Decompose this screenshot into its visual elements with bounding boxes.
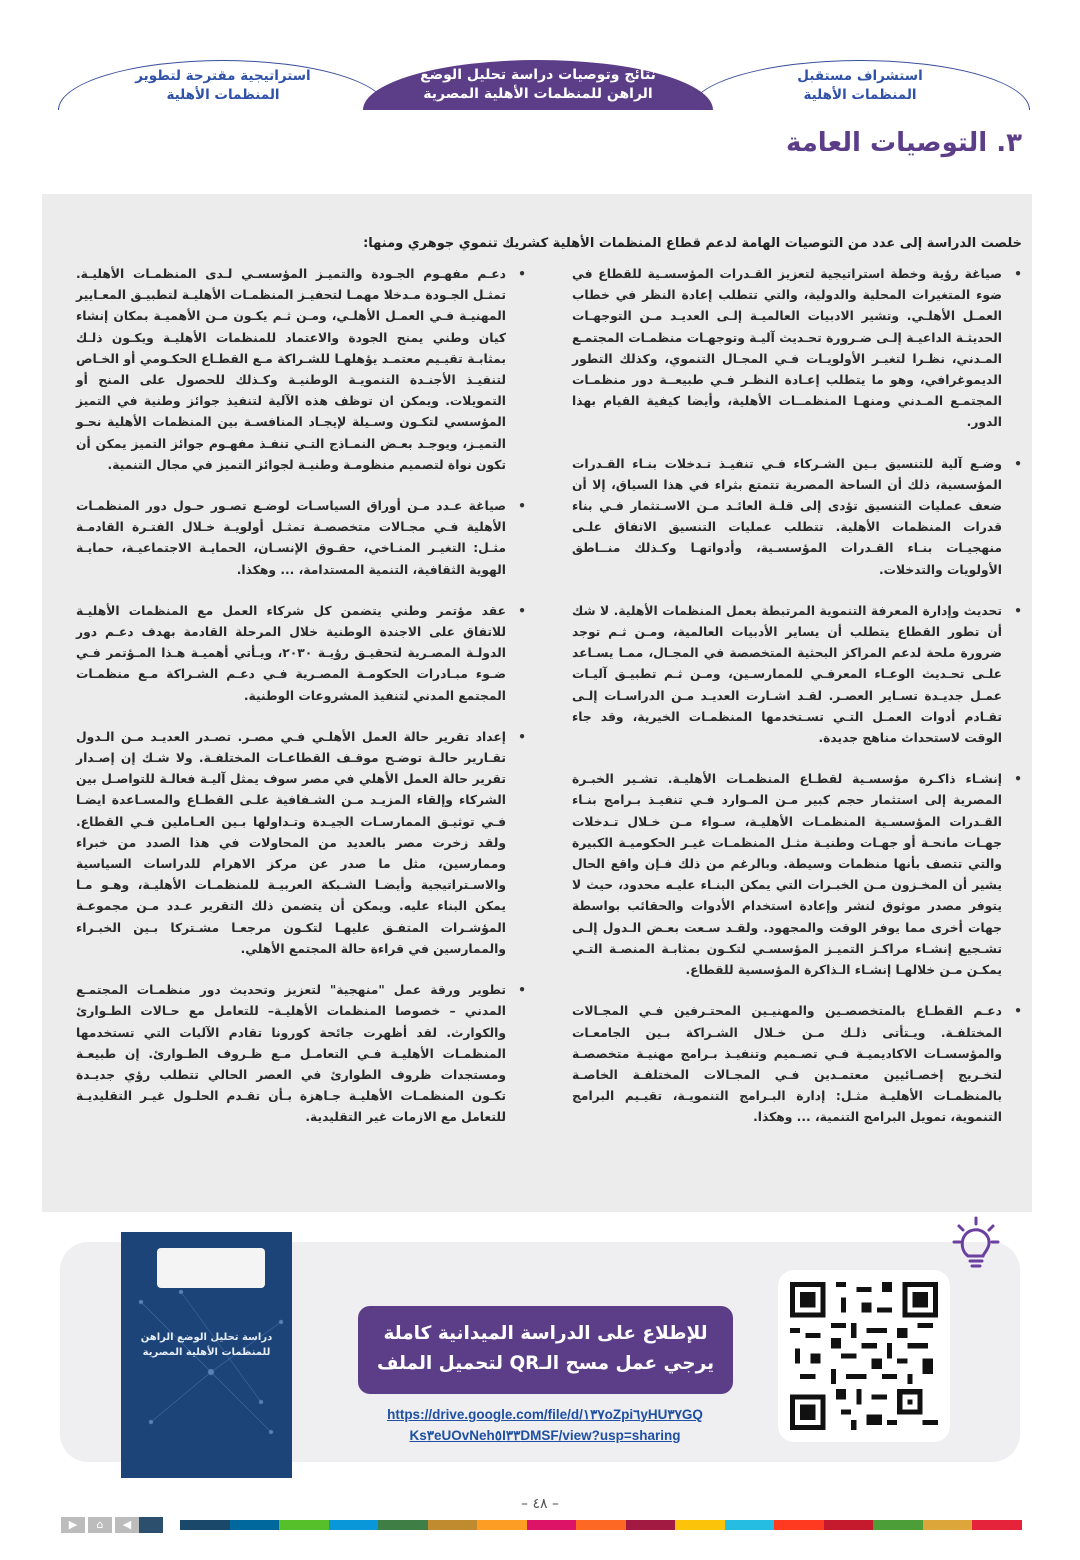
sdg-color-segment xyxy=(626,1520,676,1530)
sdg-color-segment xyxy=(329,1520,379,1530)
list-item: • عقد مؤتمر وطني يتضمن كل شركاء العمل مع المنظمات الأهليـة للاتفاق على الاجندة الوطنية خلال المرحلة القادمة بهدف دعـم دور الدولـة المصـرية لتحقيـق رؤيـة ٢٠٣٠، ويـأتي أهميـة هـذا المـؤتمر فـي ضـوء مبـادرات الحكومـة المصـرية فـي دعـم الشـراكة مـع منظمـات المجتمع المدني لتنفيذ المشروعات الوطنية. xyxy=(76,601,528,707)
sdg-color-segment xyxy=(873,1520,923,1530)
sdg-color-segment xyxy=(576,1520,626,1530)
list-item: • صياغة عـدد مـن أوراق السياسـات لوضـع تصـور حـول دور المنظمـات الأهلية فـي مجـالات متخصصـة تمثـل أولويـة خـلال الفتـرة القادمـة مثـل: التغيـر المنـاخي، حقـوق الإنسـان، الحمايـة الاجتماعيـة، حمايـة الهوية الثقافية، التنمية المستدامة، ... وهكذا. xyxy=(76,496,528,581)
sdg-color-segment xyxy=(675,1520,725,1530)
tab-proposed-strategy[interactable]: استراتيجية مقترحة لتطوير المنظمات الأهلية xyxy=(58,60,388,110)
list-item: • تطوير ورقة عمل "منهجية" لتعزيز وتحديث دور منظمـات المجتمـع المدني – خصوصا المنظمات الأهليـة– للتعامل مع حـالات الطـوارئ والكوارث. لقد أظهرت جائحة كورونا تقادم الآليات التي تستخدمها المنظمـات الأهليـة فـي التعامـل مـع ظـروف الطـوارئ. إن طبيعـة ومستجدات ظروف الطوارئ في العصر الحالي تتطلب رؤي جديـدة تكـون المنظمـات الأهليـة جـاهزة بـأن تقـدم الحلـول غيـر التقليديـة للتعامل مع الازمات غير التقليدية. xyxy=(76,980,528,1128)
download-banner: للإطلاع على الدراسة الميدانية كاملة يرجي عمل مسح الـQR لتحميل الملف xyxy=(358,1306,733,1394)
sdg-color-segment xyxy=(477,1520,527,1530)
list-item: • وضـع آلية للتنسيق بـين الشـركاء فـي تنفيـذ تـدخلات بنـاء القـدرات المؤسسية، ذلك أن الساحة المصرية تتمتع بثراء في هذا السياق، إلا أن ضعف عمليات التنسيق تؤدى إلى قلـة العائـد مـن الاسـتثمار فـي بناء قدرات المنظمات الأهلية. تتطلب عمليات التنسيق الاتفاق علـى منهجيـات بنـاء القـدرات المؤسسـية، وأدواتهـا وكـذلك منــاطق الأولويات والتدخلات. xyxy=(572,454,1024,581)
cover-logos xyxy=(157,1248,265,1288)
section-title: ٣. التوصيات العامة xyxy=(785,128,1022,158)
sdg-color-segment xyxy=(180,1520,230,1530)
header-tabs xyxy=(58,60,1030,110)
sdg-color-bar xyxy=(180,1520,1022,1530)
qr-code[interactable] xyxy=(778,1270,950,1442)
prev-page-icon[interactable]: ◀ xyxy=(115,1517,139,1533)
cover-title: دراسة تحليل الوضع الراهن للمنظمات الأهلية المصرية xyxy=(140,1332,273,1358)
sdg-color-segment xyxy=(428,1520,478,1530)
lightbulb-icon xyxy=(946,1216,1006,1276)
sdg-color-segment xyxy=(972,1520,1022,1530)
left-column xyxy=(76,264,528,1149)
sdg-color-segment xyxy=(230,1520,280,1530)
sdg-color-segment xyxy=(378,1520,428,1530)
sdg-color-segment xyxy=(279,1520,329,1530)
study-cover-image xyxy=(121,1232,292,1478)
list-item: • صياغة رؤية وخطة استراتيجية لتعزيز القـدرات المؤسسـية للقطاع في ضوء المتغيرات المحلية والدولية، والتي تتطلب إعادة النظر في خطاب العمـل الأهلـي. وتشير الادبيات العالميـة إلـى العديـد مـن التوجهـات الحديثـة الداعيـة إلـى ضـرورة تحـديث آليـة وتوجهـات منظمـات المجتمـع المـدني، نظـرا لتغيـر الأولويـات فـي المجـال التنموي، وكذلك التطور الديموغرافي، وهو ما يتطلب إعـادة النظـر فـي طبيعــة دور منظمـات المجتمـع المـدني ومنهـا المنظمــات الأهلية، وأيضا كيفية القيام بهذا الدور. xyxy=(572,264,1024,434)
tab-future-of-ngos[interactable]: استشراف مستقبل المنظمات الأهلية xyxy=(690,60,1030,110)
list-item: • تحديث وإدارة المعرفة التنموية المرتبطة بعمل المنظمات الأهلية. لا شك أن تطور القطاع يتطلب أن يساير الأدبيات العالمية، ومـن ثـم توجد ضرورة ملحة لدعم المراكز البحثية المتخصصة في المجـال، ممـا يسـاعد علـى تحـديث الوعـاء المعرفـي للممارسـين، ومـن ثـم تطبيـق آليـات عمـل جديـدة تسـاير العصـر. لقـد اشـارت العديـد مـن الدراسـات إلـى تقـادم أدوات العمـل التـي تسـتخدمها المنظمـات الخيرية، وقد جاء الوقت لاستحداث مناهج جديدة. xyxy=(572,601,1024,749)
sdg-color-segment xyxy=(923,1520,973,1530)
sdg-color-segment xyxy=(824,1520,874,1530)
list-item: • دعـم مفهـوم الجـودة والتميـز المؤسسـي لـدى المنظمـات الأهليـة. تمثـل الجـودة مـدخلا مهمـا لتحفيـز المنظمـات الأهليـة لتطبيـق المعـايير المهنيـة فـي العمـل الأهلـي، ومـن ثـم يكـون مـن الأهميـة بمكان إنشاء كيان وطني يمنح الجودة والاعتماد للمنظمات الأهليـة ويكـون ذلـك بمثابـة تقيـيم معتمـد يؤهلهـا للشـراكة مـع القطـاع الحكـومي أو الخـاص لتنفيـذ الأجنـدة التنمويـة الوطنيـة وكـذلك للحصول على المنح أو التمويلات. ويمكن ان توظف هذه الآلية لتنفيذ جوائز وطنية في التميز المؤسسي لتكـون وسـيلة لإيجـاد المنافسـة بين المنظمات الأهلية نحـو التميـز، ويوجـد بعـض النمـاذج التـي تنفـذ مفهـوم جوائز التميز يمكن أن تكون نواة لتصميم منظومـة وطنيـة لجوائز التميز في مجال التنمية. xyxy=(76,264,528,476)
download-link[interactable]: https://drive.google.com/file/d/١٣٧oZpi٦yHU٣٧GQ Ks٣eUOvNeh٥I٣٣DMSF/view?usp=sharing xyxy=(387,1407,703,1443)
home-icon[interactable]: ⌂ xyxy=(88,1517,112,1533)
tab-results-and-recommendations[interactable]: نتائج وتوصيات دراسة تحليل الوضع الراهن للمنظمات الأهلية المصرية xyxy=(363,60,713,110)
intro-text: خلصت الدراسة إلى عدد من التوصيات الهامة لدعم قطاع المنظمات الأهلية كشريك تنموي جوهري ومنها: xyxy=(363,236,1022,251)
sdg-color-segment xyxy=(527,1520,577,1530)
next-page-icon[interactable]: ▶ xyxy=(61,1517,85,1533)
qr-code-image xyxy=(790,1282,938,1430)
page-navigation xyxy=(58,1517,163,1533)
list-item: • دعـم القطـاع بالمتخصصـين والمهنيـين المحتـرفين فـي المجـالات المختلفـة. ويـتأتى ذلـك مـن خـلال الشـراكة بـين الجامعـات والمؤسسـات الاكاديميـة فـي تصـميم وتنفيـذ بـرامج مهنيـة متخصصـة لتخـريج إخصـائيين معتمـدين فـي المجـالات المختلفـة الخاصـة بالمنظمـات الأهليـة مثـل: إدارة البـرامج التنمويـة، تقيـيم البرامج التنموية، تمويل البرامج التنمية، ... وهكذا. xyxy=(572,1001,1024,1128)
list-item: • إعداد تقرير حالة العمل الأهلـي فـي مصـر. تصـدر العديـد مـن الـدول تقـارير حالـة توضـح موقـف القطاعـات المختلفـة. ولا شـك إن إصـدار تقرير حالة العمل الأهلي في مصر سوف يمثل آليـة فعالـة للتواصـل بين الشركاء وإلقاء المزيـد مـن الشـفافية علـى القطـاع والمسـاعدة ايضـا فـي توثيـق الممارسـات الجيـدة وتـداولها بـين العـاملين فـي القطاع. ولقد زخرت مصر بالعديد من المحاولات في هذا الصدد من خبراء وممارسين، مثل ما صدر عن مركز الاهرام للدراسات السياسية والاسـتراتيجية وأيضـا الشـبكة العربيـة للمنظمـات الأهليـة، وهـو مـا يمكن البناء عليه. ويمكن أن يتضمن ذلك التقرير عـدد مـن مجموعـة المؤشـرات المتفـق عليهـا لتكـون مرجعـا مشـتركا بـين الخبـراء والممارسين في قراءة حالة المجتمع الأهلي. xyxy=(76,727,528,960)
right-column xyxy=(572,264,1024,1149)
sdg-color-segment xyxy=(774,1520,824,1530)
list-item: • إنشـاء ذاكـرة مؤسسـية لقطـاع المنظمـات الأهليـة. تشـير الخبـرة المصرية إلى استثمار حجم كبير مـن المـوارد فـي تنفيـذ بـرامج بنـاء القـدرات المؤسسـية المنظمـات الأهليـة، سـواء مـن خـلال تـدخلات جهـات مانحـة أو جهـات وطنيـة مثـل المنظمـات غيـر الحكوميـة الكبيرة والتي تتصف بأنها منظمات وسيطة. وبالرغم من ذلك فـإن واقع الحال يشير أن المخـزون مـن الخبـرات التي يمكن البنـاء عليـه محدود، حيث لا يتوفر مصدر موثوق لنشر وإعادة استخدام الأدوات والحقائب بواسطة جهات أخرى مما يوفر الوقت والمجهود. ولقـد سـعت بعـض الـدول إلـى تشـجيع إنشـاء مراكـز التميـز المؤسسـي لتكـون بمثابـة المنصـة التـي يمكـن مـن خلالهـا إنشـاء الـذاكرة المؤسسية للقطاع. xyxy=(572,769,1024,981)
page-number: – ٤٨ – xyxy=(521,1496,559,1512)
sdg-color-segment xyxy=(725,1520,775,1530)
nav-block xyxy=(139,1517,163,1533)
